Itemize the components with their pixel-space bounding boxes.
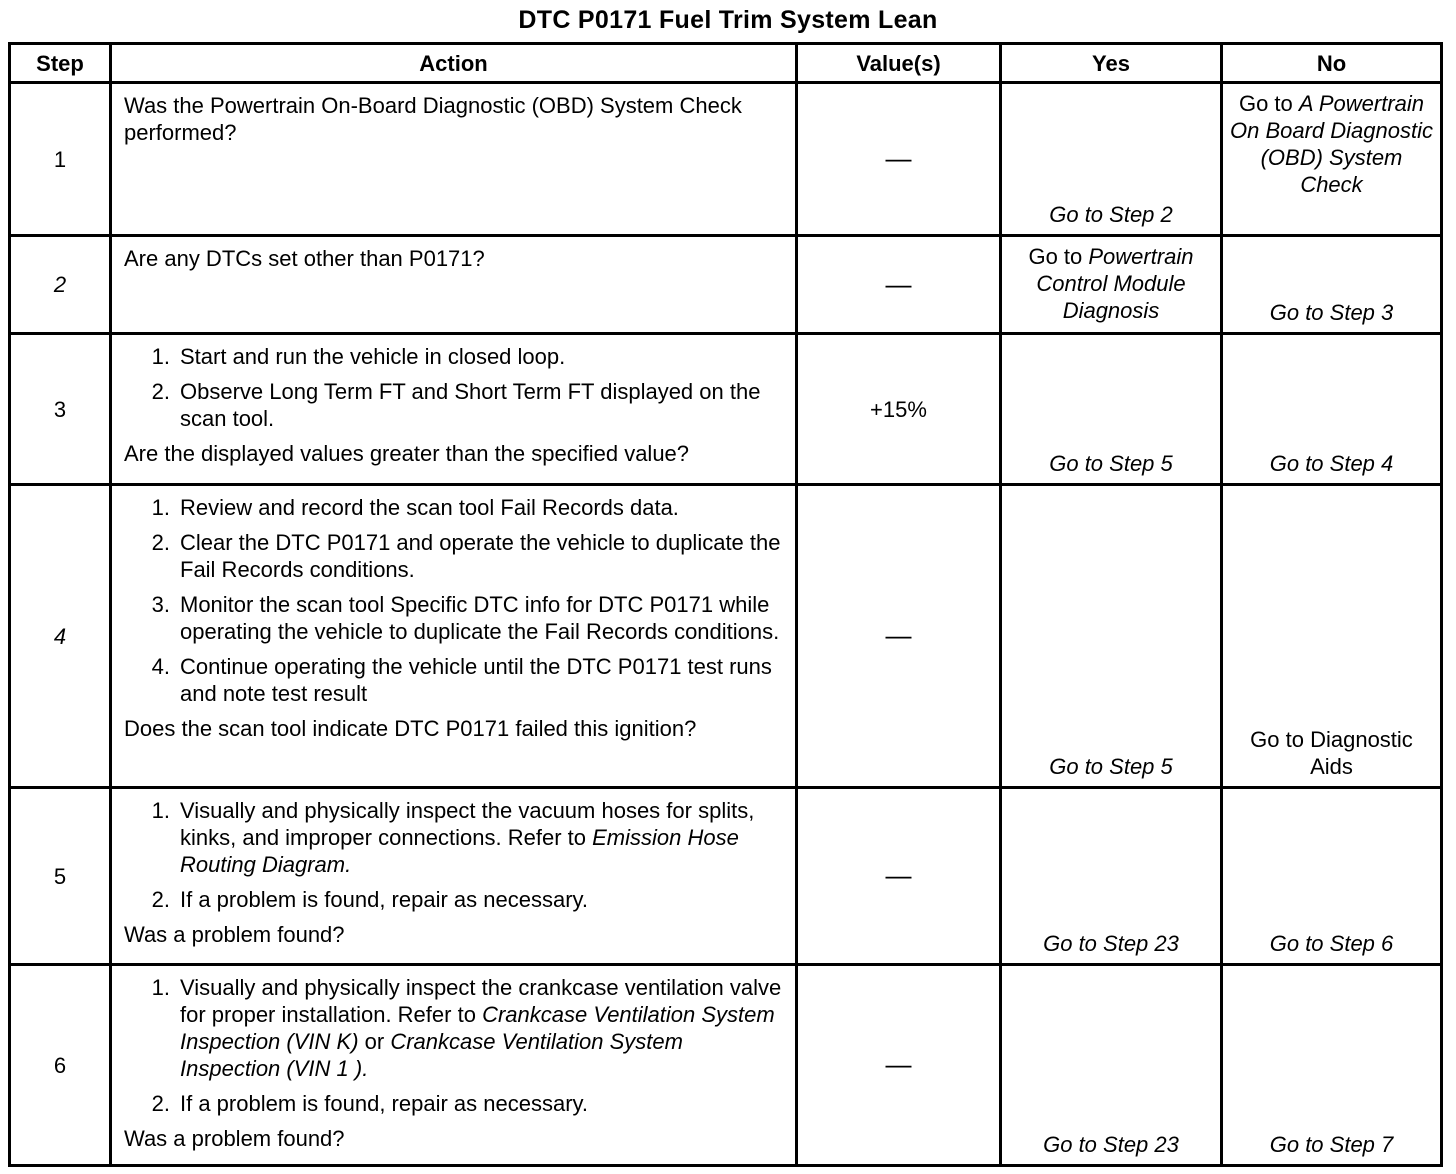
yes-link[interactable]: Go to Step 2: [1049, 202, 1173, 227]
no-link[interactable]: Go to Step 6: [1269, 931, 1394, 956]
action-question: Was a problem found?: [124, 922, 345, 947]
action-question: Was the Powertrain On-Board Diagnostic (OBD) System Check performed?: [124, 93, 742, 145]
yes-link[interactable]: Go to Step 5: [1049, 754, 1173, 779]
step-number: 5: [10, 788, 111, 965]
table-row: [10, 788, 1442, 965]
action-cell: [111, 485, 797, 788]
substep: 3. Monitor the scan tool Specific DTC info for DTC P0171 while operating the vehicle to duplicate the Fail Records conditions.: [151, 592, 780, 644]
header-no: No: [1222, 44, 1442, 83]
table-row: [10, 334, 1442, 485]
header-step: Step: [10, 44, 111, 83]
value-cell: —: [797, 485, 1001, 788]
substep-list: [124, 343, 785, 432]
substep-list: [124, 797, 785, 913]
action-cell: [111, 236, 797, 334]
action-question: Are any DTCs set other than P0171?: [124, 246, 485, 271]
substep-list: [124, 494, 785, 707]
yes-link[interactable]: Go to Step 5: [1049, 451, 1173, 476]
table-row: [10, 485, 1442, 788]
header-values: Value(s): [797, 44, 1001, 83]
yes-cell[interactable]: [1001, 965, 1222, 1166]
substep: 2. Observe Long Term FT and Short Term FT displayed on the scan tool.: [151, 379, 761, 431]
table-row: [10, 236, 1442, 334]
step-number: 4: [10, 485, 111, 788]
substep: 4. Continue operating the vehicle until the DTC P0171 test runs and note test result: [151, 654, 772, 706]
action-question: Does the scan tool indicate DTC P0171 failed this ignition?: [124, 716, 697, 741]
reference-link[interactable]: Crankcase Ventilation System Inspection (VIN 1 ).: [180, 1029, 683, 1081]
reference-link[interactable]: Emission Hose Routing Diagram.: [180, 825, 739, 877]
value-cell: +15%: [797, 334, 1001, 485]
substep: 1. Review and record the scan tool Fail Records data.: [151, 495, 679, 520]
substep: 2. If a problem is found, repair as necessary.: [151, 1091, 589, 1116]
step-number: 2: [10, 236, 111, 334]
no-link[interactable]: Go to Step 4: [1269, 451, 1394, 476]
yes-cell[interactable]: [1001, 334, 1222, 485]
yes-link[interactable]: Go to Step 23: [1043, 931, 1179, 956]
no-link[interactable]: Go to Step 3: [1269, 300, 1394, 325]
table-row: [10, 83, 1442, 236]
table-row: [10, 965, 1442, 1166]
substep: 1. Start and run the vehicle in closed loop.: [151, 344, 566, 369]
yes-cell[interactable]: [1001, 485, 1222, 788]
no-link[interactable]: Go to Step 7: [1269, 1132, 1394, 1157]
table-header-row: [10, 44, 1442, 83]
header-action: Action: [111, 44, 797, 83]
yes-cell[interactable]: [1001, 236, 1222, 334]
step-number: 1: [10, 83, 111, 236]
no-cell[interactable]: [1222, 236, 1442, 334]
step-number: 6: [10, 965, 111, 1166]
value-cell: —: [797, 83, 1001, 236]
no-cell[interactable]: [1222, 83, 1442, 236]
action-cell: [111, 965, 797, 1166]
yes-link[interactable]: Powertrain Control Module Diagnosis: [1036, 244, 1194, 323]
action-question: Was a problem found?: [124, 1126, 345, 1151]
value-cell: —: [797, 788, 1001, 965]
page-title: DTC P0171 Fuel Trim System Lean: [518, 6, 938, 34]
substep: 1. Visually and physically inspect the crankcase ventilation valve for proper installation. Refer to Crankcase Ventilation System Inspection (VIN K) or Crankcase Ventilation System Inspection (VIN 1 ).: [151, 975, 782, 1081]
no-cell[interactable]: [1222, 965, 1442, 1166]
value-cell: —: [797, 236, 1001, 334]
action-cell: [111, 788, 797, 965]
no-cell[interactable]: [1222, 485, 1442, 788]
yes-link[interactable]: Go to Step 23: [1043, 1132, 1179, 1157]
action-cell: [111, 334, 797, 485]
step-number: 3: [10, 334, 111, 485]
substep-list: [124, 974, 785, 1117]
no-link[interactable]: A Powertrain On Board Diagnostic (OBD) System Check: [1230, 91, 1433, 197]
no-link[interactable]: Go to Diagnostic Aids: [1250, 727, 1413, 779]
yes-cell[interactable]: [1001, 788, 1222, 965]
no-cell[interactable]: [1222, 334, 1442, 485]
diagnostic-table: [8, 42, 1443, 1167]
yes-cell[interactable]: [1001, 83, 1222, 236]
value-cell: —: [797, 965, 1001, 1166]
action-question: Are the displayed values greater than the specified value?: [124, 441, 690, 466]
substep: 1. Visually and physically inspect the vacuum hoses for splits, kinks, and improper connections. Refer to Emission Hose Routing Diagram.: [151, 798, 755, 877]
substep: 2. If a problem is found, repair as necessary.: [151, 887, 589, 912]
no-cell[interactable]: [1222, 788, 1442, 965]
action-cell: [111, 83, 797, 236]
header-yes: Yes: [1001, 44, 1222, 83]
substep: 2. Clear the DTC P0171 and operate the vehicle to duplicate the Fail Records conditions.: [151, 530, 781, 582]
reference-link[interactable]: Crankcase Ventilation System Inspection (VIN K): [180, 1002, 775, 1054]
no-link-prefix: Go to: [1238, 91, 1299, 116]
yes-link-prefix: Go to: [1028, 244, 1089, 269]
